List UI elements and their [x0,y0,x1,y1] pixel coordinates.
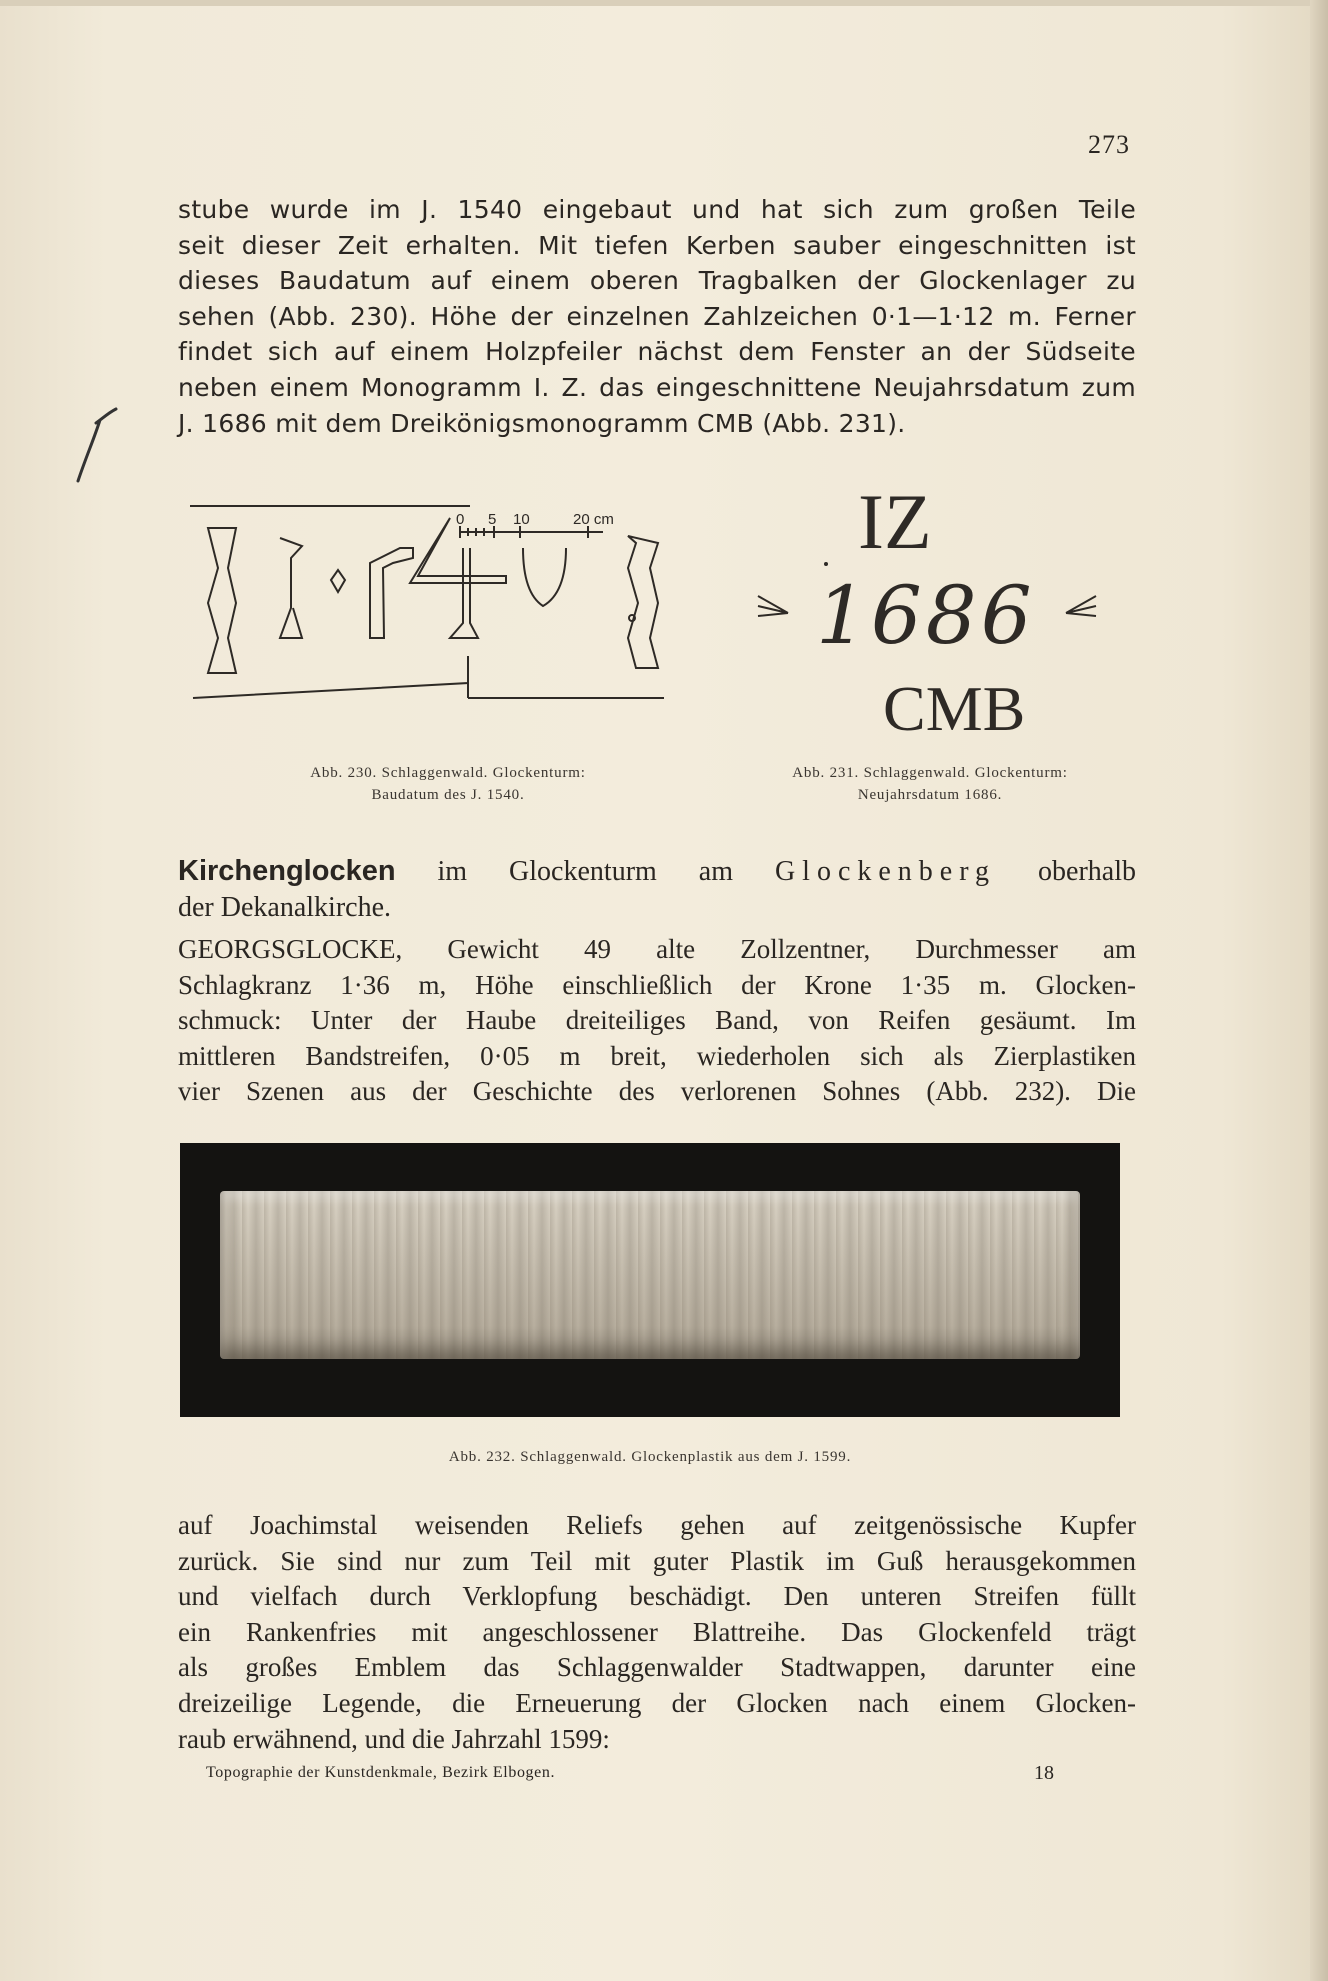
sheet-signature: 18 [1034,1762,1054,1784]
paragraph-line: ein Rankenfries mit angeschlossener Blattreihe. Das Glockenfeld trägt [178,1616,1136,1647]
paragraph-line: Schlagkranz 1·36 m, Höhe einschließlich der Krone 1·35 m. Glocken- [178,969,1136,1000]
page-number: 273 [1088,130,1130,159]
scale-label-20cm: 20 cm [573,511,614,528]
section-heading: Kirchenglocken [178,855,396,887]
heading-line [178,854,1136,890]
figure-230-caption [258,762,638,806]
figure-231-drawing [748,478,1108,748]
caption-line: Baudatum des J. 1540. [371,787,525,803]
heading-text-a: im Glockenturm am [395,856,775,887]
paragraph-1 [178,192,1136,441]
heading-spaced-name: Glockenberg [774,856,997,887]
paragraph-line: dreizeilige Legende, die Erneuerung der Glocken nach einem Glocken- [178,1687,1136,1718]
paragraph-line: zurück. Sie sind nur zum Teil mit guter Plastik im Guß herausgekommen [178,1545,1136,1576]
paragraph-2 [178,932,1136,1110]
heading-text-b: oberhalb [996,856,1136,887]
paragraph-line: seit dieser Zeit erhalten. Mit tiefen Kerben sauber eingeschnitten ist [178,230,1136,260]
paragraph-line: als großes Emblem das Schlaggenwalder Stadtwappen, darunter eine [178,1652,1136,1683]
monogram-iz: IZ [858,478,932,565]
paragraph-line: vier Szenen aus der Geschichte des verlorenen Sohnes (Abb. 232). Die [178,1076,1136,1107]
paragraph-line: GEORGSGLOCKE, Gewicht 49 alte Zollzentner, Durchmesser am [178,934,1136,964]
scale-label-5: 5 [488,511,497,528]
figure-231-caption [740,762,1120,806]
paragraph-line: mittleren Bandstreifen, 0·05 m breit, wiederholen sich als Zierplastiken [178,1040,1136,1071]
paragraph-line: und vielfach durch Verklopfung beschädigt. Den unteren Streifen füllt [178,1581,1136,1612]
bell-relief-image [220,1191,1080,1359]
paragraph-line: auf Joachimstal weisenden Reliefs gehen auf zeitgenössische Kupfer [178,1510,1136,1540]
monogram-cmb: CMB [883,673,1026,744]
margin-pencil-mark [50,405,130,485]
figure-232-caption: Abb. 232. Schlaggenwald. Glockenplastik aus dem J. 1599. [448,1449,852,1465]
figure-232-photo [180,1143,1120,1417]
heading-line-2: der Dekanalkirche. [178,891,391,923]
scale-label-0: 0 [456,511,465,528]
caption-line: Neujahrsdatum 1686. [857,787,1003,803]
paragraph-line: J. 1686 mit dem Dreikönigsmonogramm CMB (Abb. 231). [178,408,906,438]
figure-230-drawing [188,488,688,718]
paragraph-line: findet sich auf einem Holzpfeiler nächst dem Fenster an der Südseite [178,337,1136,367]
page-top-edge [0,0,1328,6]
paragraph-line: neben einem Monogramm I. Z. das eingeschnittene Neujahrsdatum zum [178,372,1136,402]
scale-label-10: 10 [513,511,530,528]
caption-line: Abb. 230. Schlaggenwald. Glockenturm: [310,765,586,781]
page-footer: Topographie der Kunstdenkmale, Bezirk Elbogen. [206,1764,556,1781]
paragraph-3 [178,1508,1136,1757]
page-right-edge [1310,0,1328,1981]
caption-line: Abb. 231. Schlaggenwald. Glockenturm: [792,765,1068,781]
year-1686: 1686 [816,569,1036,662]
paragraph-line: raub erwähnend, und die Jahrzahl 1599: [178,1723,610,1754]
paragraph-line: stube wurde im J. 1540 eingebaut und hat sich zum großen Teile [178,195,1136,224]
section-heading-block [178,854,1136,925]
paragraph-line: sehen (Abb. 230). Höhe der einzelnen Zahlzeichen 0·1—1·12 m. Ferner [178,301,1136,331]
paragraph-line: dieses Baudatum auf einem oberen Tragbalken der Glockenlager zu [178,266,1136,296]
paragraph-line: schmuck: Unter der Haube dreiteiliges Band, von Reifen gesäumt. Im [178,1005,1136,1036]
